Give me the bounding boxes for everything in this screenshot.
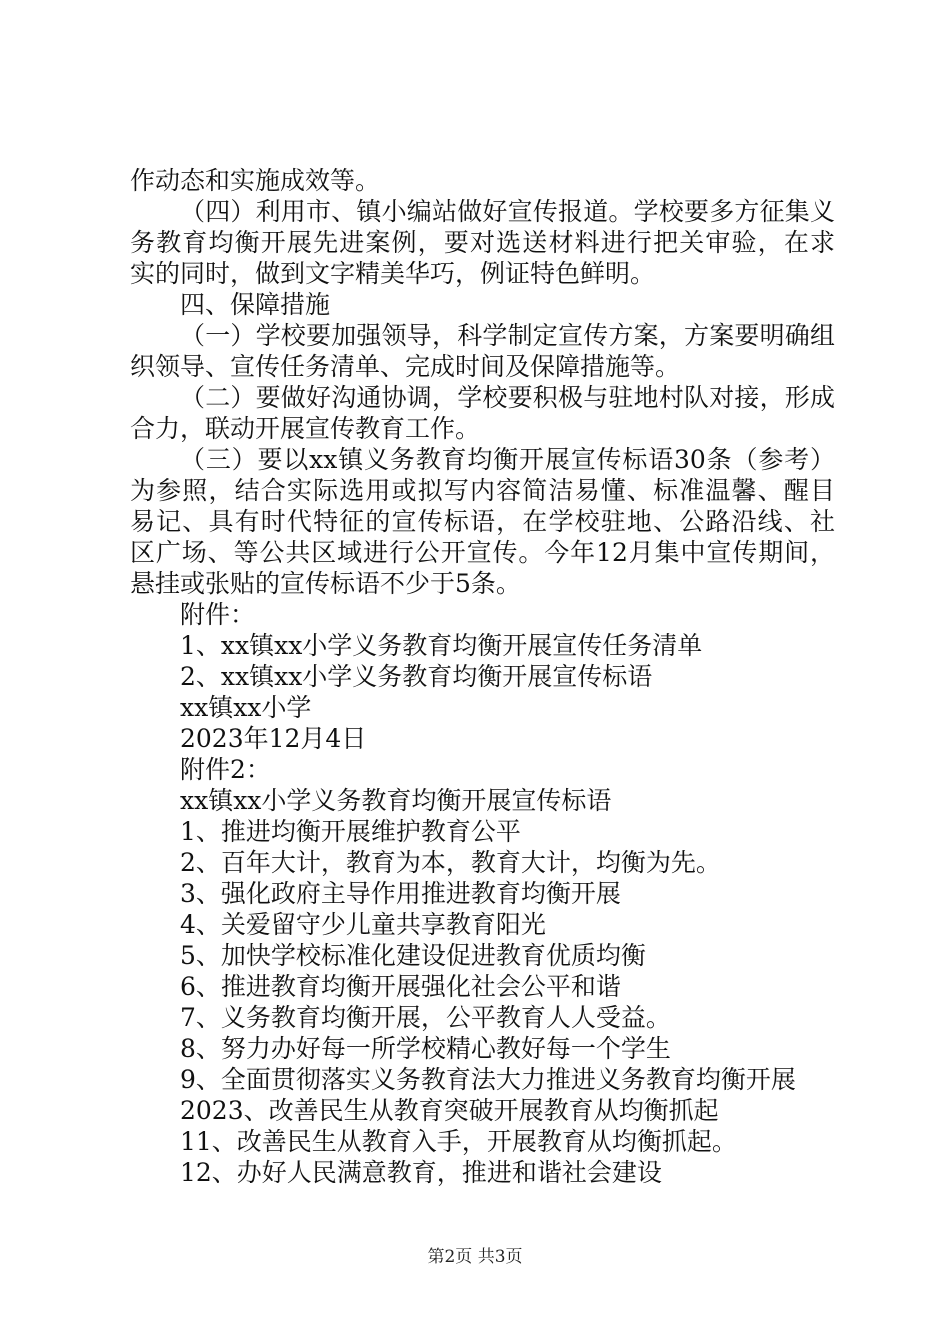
text-line: 为参照，结合实际选用或拟写内容简洁易懂、标准温馨、醒目 [130,476,835,505]
slogan-item: 12、办好人民满意教育，推进和谐社会建设 [180,1158,662,1187]
section-heading: 四、保障措施 [180,290,331,319]
slogan-item: 3、强化政府主导作用推进教育均衡开展 [180,879,621,908]
slogan-item: 5、加快学校标准化建设促进教育优质均衡 [180,941,646,970]
text-line: 务教育均衡开展先进案例，要对选送材料进行把关审验，在求 [130,228,835,257]
slogan-list-title: xx镇xx小学义务教育均衡开展宣传标语 [180,786,612,815]
slogan-item: 8、努力办好每一所学校精心教好每一个学生 [180,1034,671,1063]
slogan-item: 2023、改善民生从教育突破开展教育从均衡抓起 [180,1096,719,1125]
slogan-item: 2、百年大计，教育为本，教育大计，均衡为先。 [180,848,721,877]
slogan-item: 11、改善民生从教育入手，开展教育从均衡抓起。 [180,1127,737,1156]
attachment-heading: 附件： [180,600,256,629]
slogan-item: 9、全面贯彻落实义务教育法大力推进义务教育均衡开展 [180,1065,796,1094]
text-line: 悬挂或张贴的宣传标语不少于5条。 [130,569,521,598]
signature-org: xx镇xx小学 [180,693,312,722]
slogan-item: 4、关爱留守少儿童共享教育阳光 [180,910,546,939]
text-line: 合力，联动开展宣传教育工作。 [130,414,481,443]
attachment-2-heading: 附件2： [180,755,271,784]
attachment-item: 1、xx镇xx小学义务教育均衡开展宣传任务清单 [180,631,703,660]
text-line: 易记、具有时代特征的宣传标语，在学校驻地、公路沿线、社 [130,507,835,536]
text-line: （三）要以xx镇义务教育均衡开展宣传标语30条（参考） [180,445,835,474]
page-number-footer: 第2页 共3页 [427,1247,523,1267]
slogan-item: 6、推进教育均衡开展强化社会公平和谐 [180,972,621,1001]
text-line: 实的同时，做到文字精美华巧，例证特色鲜明。 [130,259,656,288]
text-line: 织领导、宣传任务清单、完成时间及保障措施等。 [130,352,681,381]
slogan-item: 1、推进均衡开展维护教育公平 [180,817,521,846]
text-line: （四）利用市、镇小编站做好宣传报道。学校要多方征集义 [180,197,835,226]
attachment-item: 2、xx镇xx小学义务教育均衡开展宣传标语 [180,662,653,691]
slogan-item: 7、义务教育均衡开展，公平教育人人受益。 [180,1003,671,1032]
document-body [130,165,835,1188]
text-line: （一）学校要加强领导，科学制定宣传方案，方案要明确组 [180,321,835,350]
text-line: 作动态和实施成效等。 [130,166,381,195]
text-line: 区广场、等公共区域进行公开宣传。今年12月集中宣传期间， [130,538,835,567]
text-line: （二）要做好沟通协调，学校要积极与驻地村队对接，形成 [180,383,835,412]
signature-date: 2023年12月4日 [180,724,367,753]
